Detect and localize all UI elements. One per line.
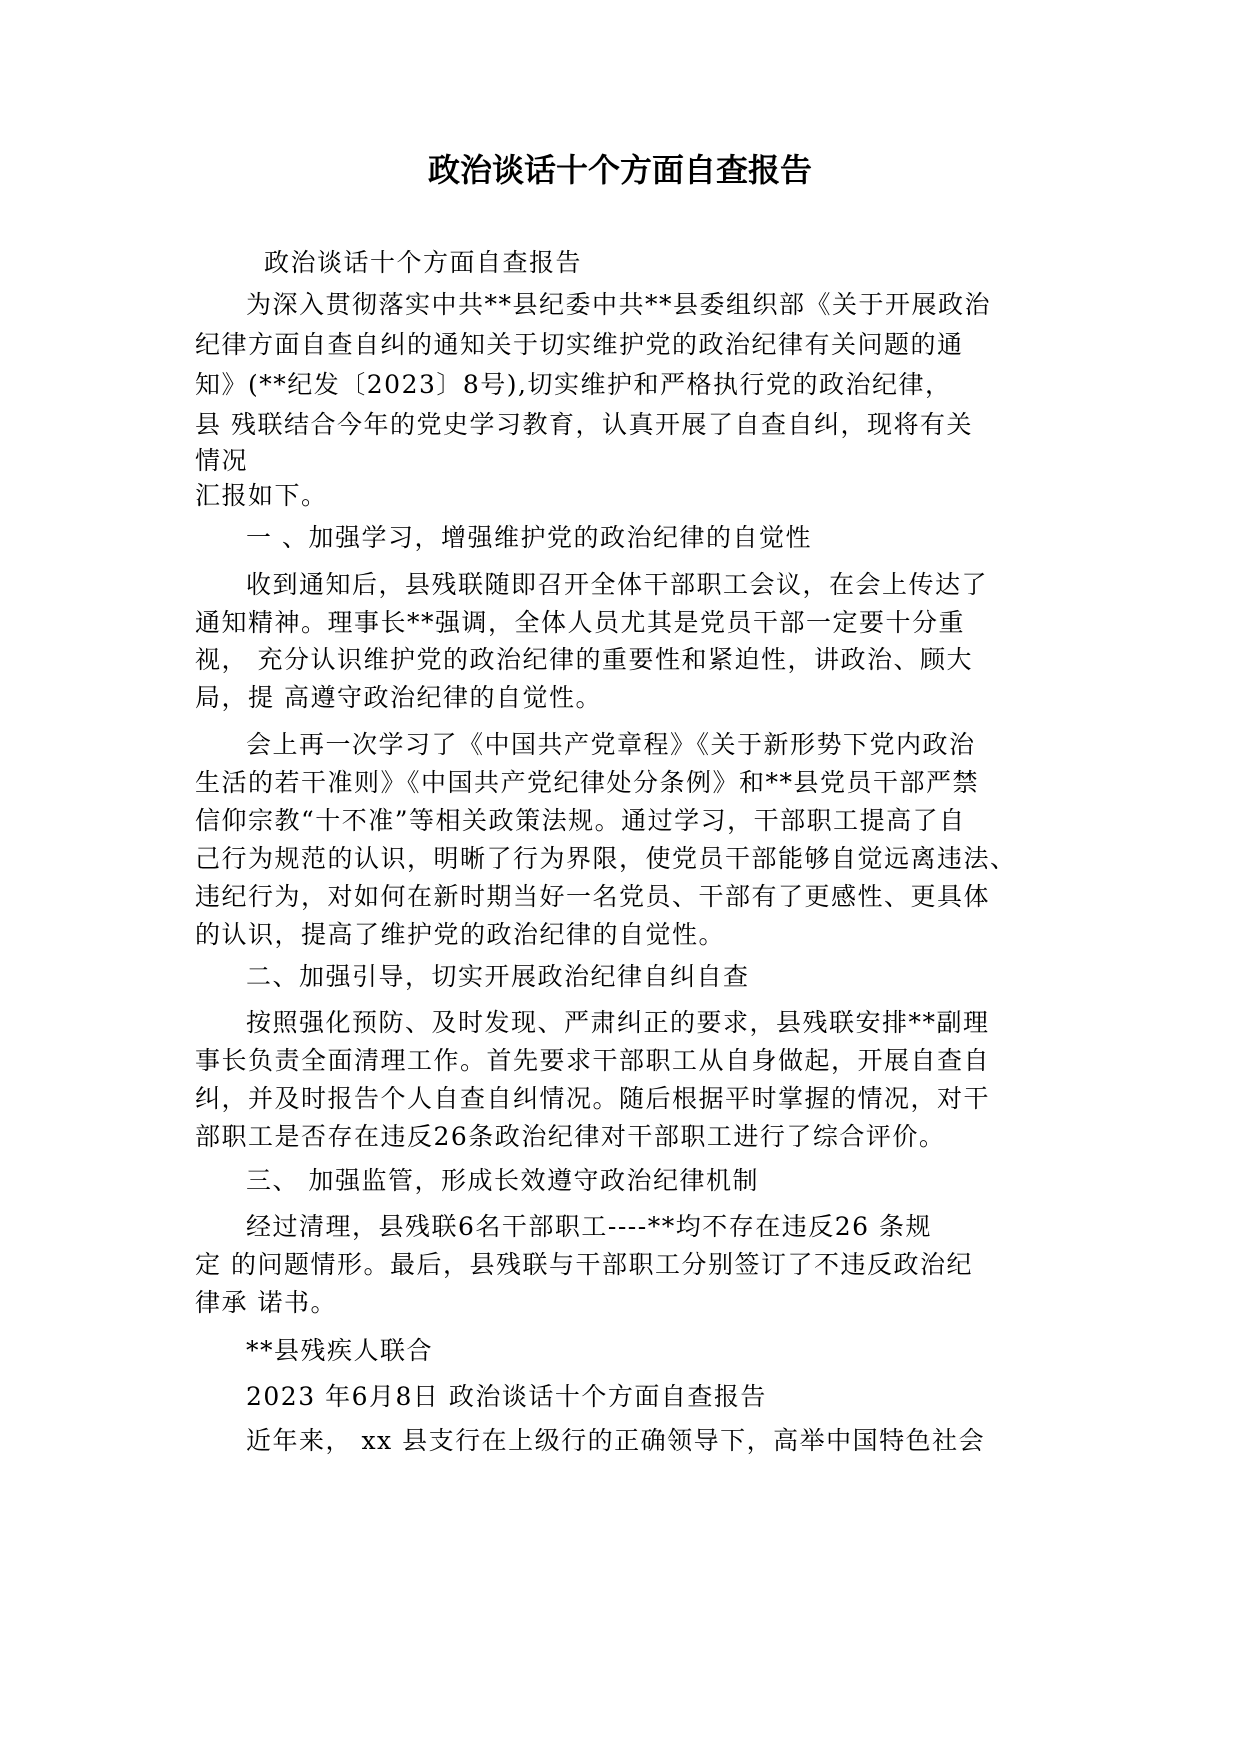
paragraph-line: 汇报如下。 [195,481,328,510]
paragraph-line: 经过清理，县残联6名干部职工----**均不存在违反26 条规 [246,1212,932,1241]
paragraph-line: 局，提 高遵守政治纪律的自觉性。 [195,683,602,712]
section-heading: 三、 加强监管，形成长效遵守政治纪律机制 [246,1166,759,1195]
document-title: 政治谈话十个方面自查报告 [427,151,812,189]
paragraph-line: 收到通知后，县残联随即召开全体干部职工会议，在会上传达了 [246,570,989,599]
signature-date: 2023 年6月8日 政治谈话十个方面自查报告 [246,1382,767,1411]
doc-subtitle: 政治谈话十个方面自查报告 [264,248,583,277]
paragraph-line: 县 残联结合今年的党史学习教育，认真开展了自查自纠，现将有关 [195,410,973,439]
paragraph-line: 纪律方面自查自纠的通知关于切实维护党的政治纪律有关问题的通 [195,330,964,359]
paragraph-line: 情况 [195,446,249,475]
paragraph-line: 视， 充分认识维护党的政治纪律的重要性和紧迫性，讲政治、顾大 [195,645,973,674]
paragraph-line: 知》(**纪发〔2023〕8号),切实维护和严格执行党的政治纪律， [195,370,952,399]
paragraph-line: 律承 诺书。 [195,1288,337,1317]
paragraph-line: 违纪行为，对如何在新时期当好一名党员、干部有了更感性、更具体 [195,882,991,911]
paragraph-line: 近年来， xx 县支行在上级行的正确领导下，高举中国特色社会 [246,1426,986,1455]
paragraph-line: 部职工是否存在违反26条政治纪律对干部职工进行了综合评价。 [195,1122,946,1151]
paragraph-line: 的认识，提高了维护党的政治纪律的自觉性。 [195,920,726,949]
signature-organization: **县残疾人联合 [246,1336,434,1365]
paragraph-line: 为深入贯彻落实中共**县纪委中共**县委组织部《关于开展政治 [246,290,992,319]
paragraph-line: 通知精神。理事长**强调，全体人员尤其是党员干部一定要十分重 [195,608,966,637]
paragraph-line: 己行为规范的认识，明晰了行为界限，使党员干部能够自觉远离违法、 [195,844,1017,873]
paragraph-line: 按照强化预防、及时发现、严肃纠正的要求，县残联安排**副理 [246,1008,990,1037]
paragraph-line: 事长负责全面清理工作。首先要求干部职工从自身做起，开展自查自 [195,1046,991,1075]
paragraph-line: 生活的若干准则》《中国共产党纪律处分条例》和**县党员干部严禁 [195,768,980,797]
section-heading: 二、加强引导，切实开展政治纪律自纠自查 [246,962,750,991]
paragraph-line: 会上再一次学习了《中国共产党章程》《关于新形势下党内政治 [246,730,976,759]
paragraph-line: 定 的问题情形。最后，县残联与干部职工分别签订了不违反政治纪 [195,1250,973,1279]
section-heading: 一 、加强学习，增强维护党的政治纪律的自觉性 [246,523,812,552]
paragraph-line: 信仰宗教“十不准”等相关政策法规。通过学习，干部职工提高了自 [195,806,966,835]
paragraph-line: 纠，并及时报告个人自查自纠情况。随后根据平时掌握的情况，对干 [195,1084,991,1113]
